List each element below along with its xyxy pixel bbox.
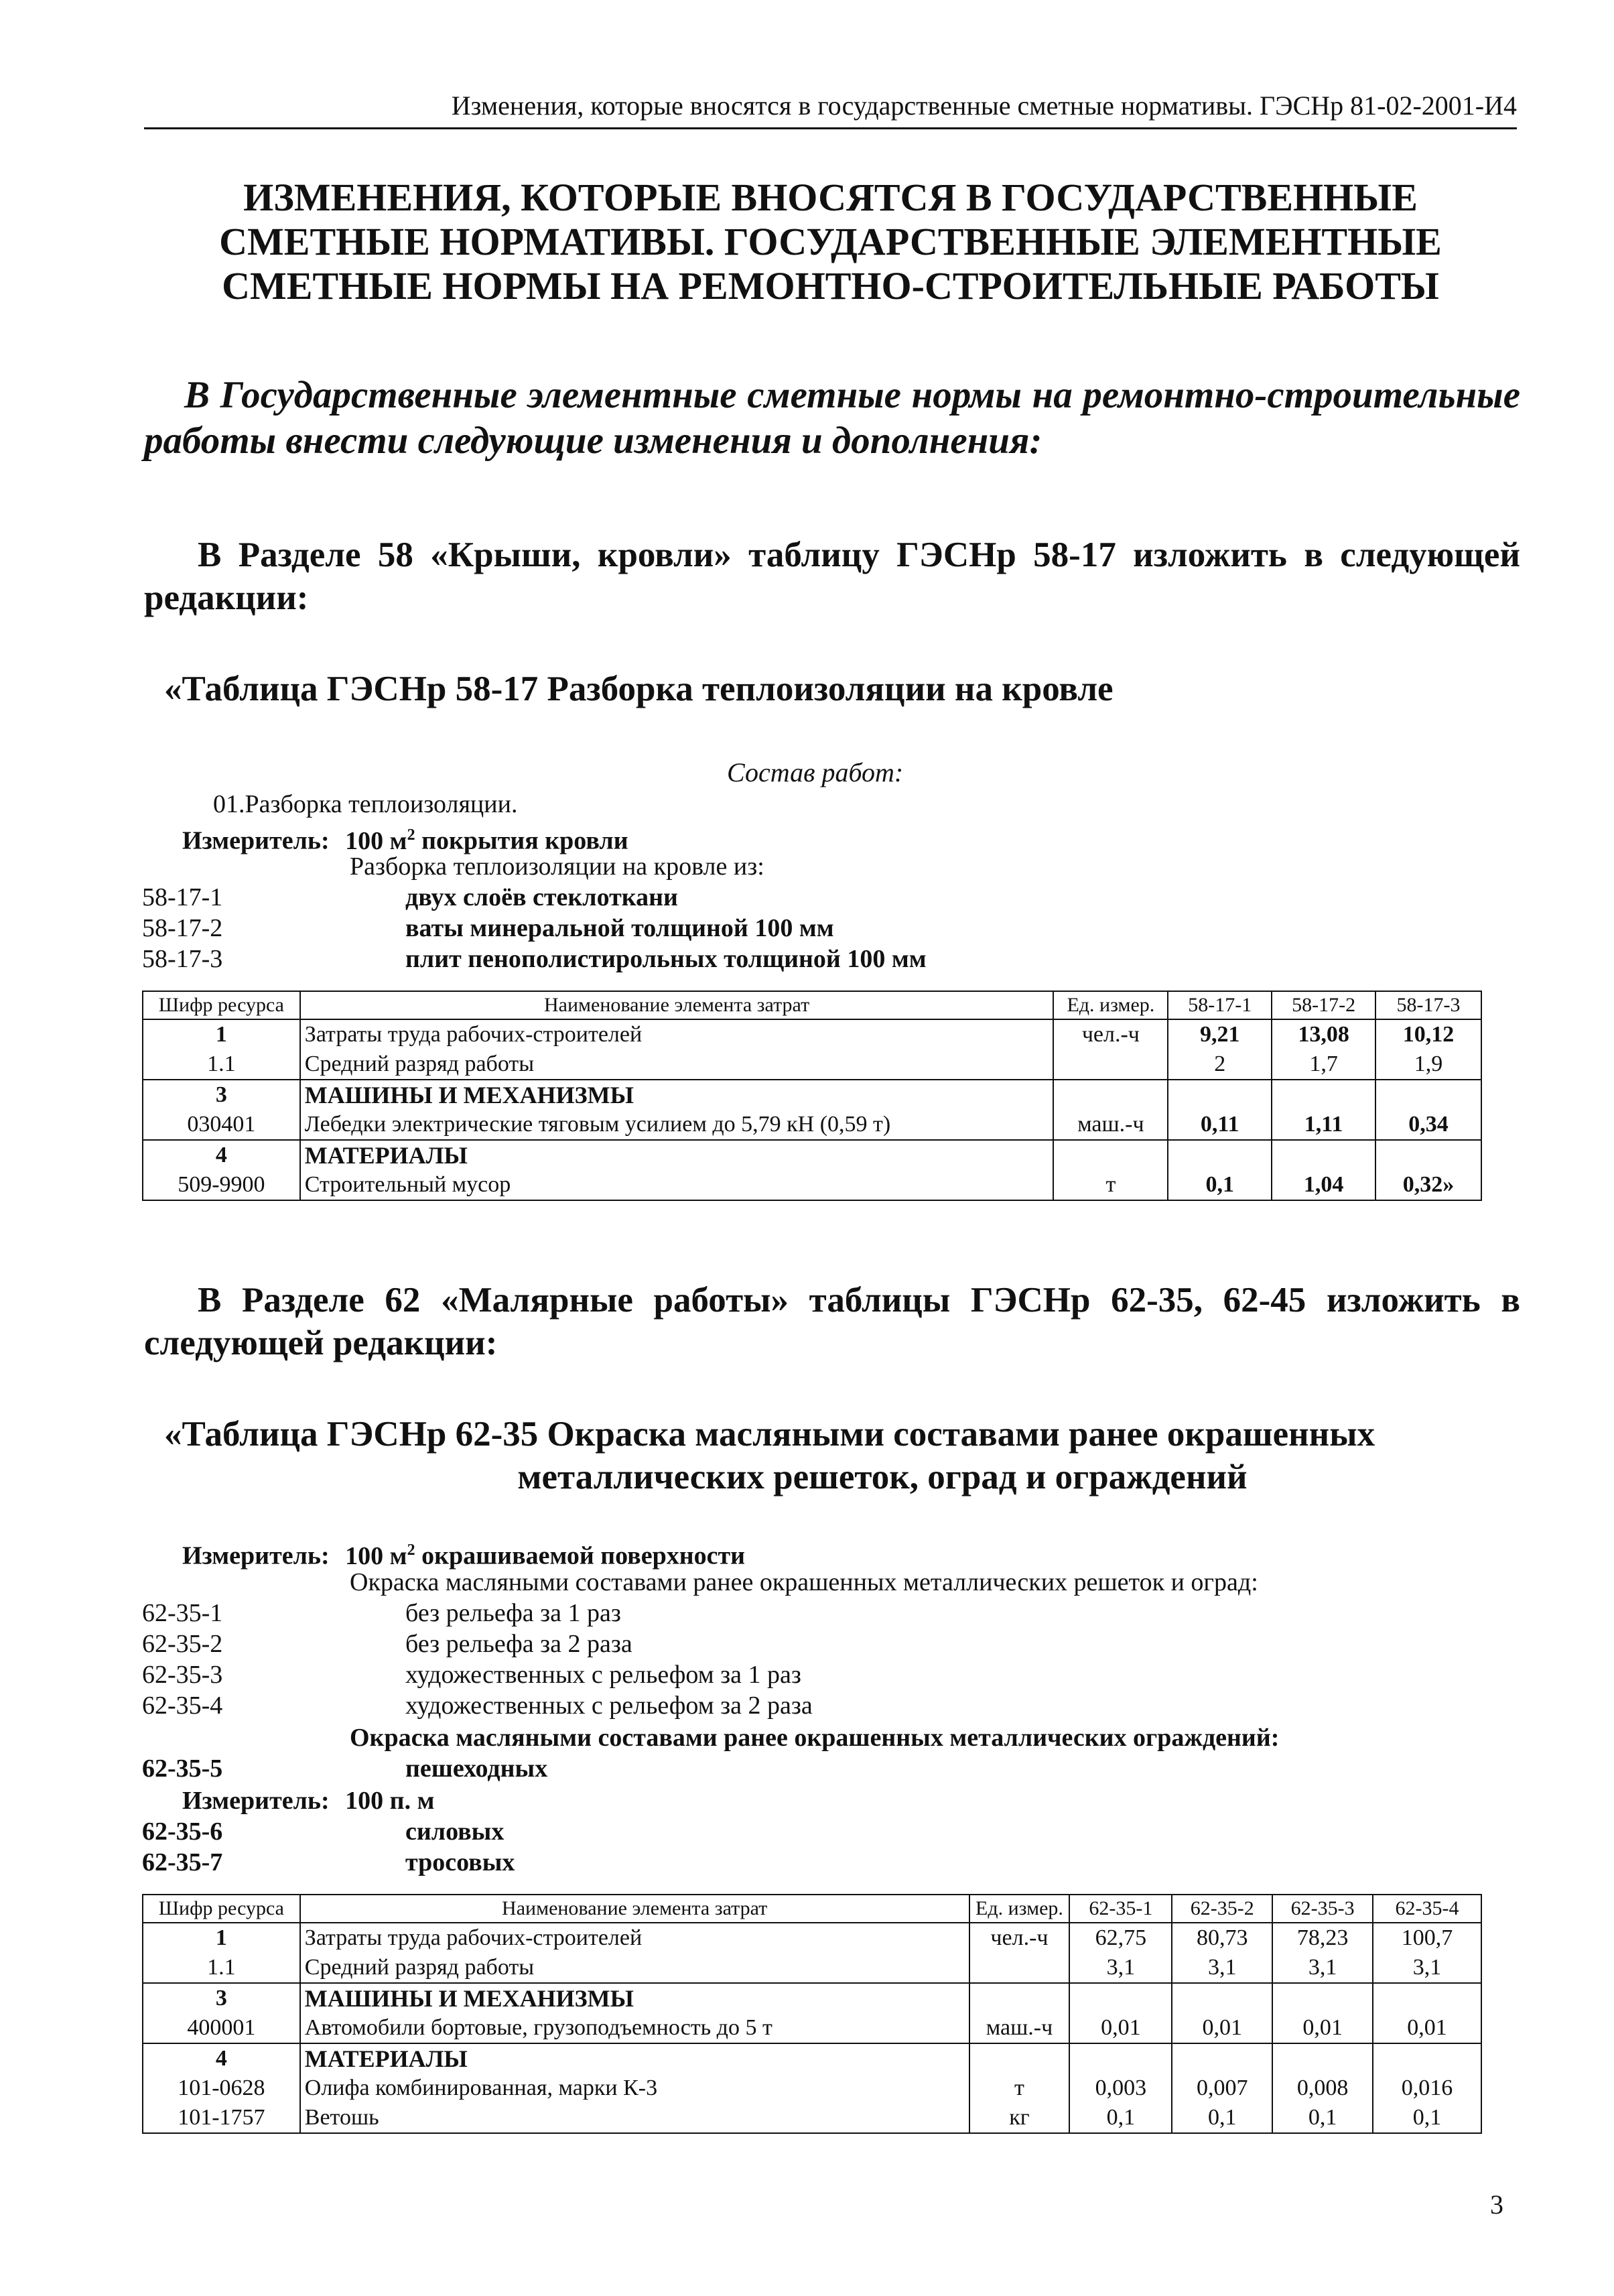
variant-code: 58-17-3	[142, 945, 223, 973]
cell-unit: чел.-ч	[969, 1923, 1070, 1953]
cell-value: 0,01	[1373, 2013, 1481, 2043]
table-row	[143, 1110, 1481, 1140]
cell-value: 0,007	[1172, 2074, 1272, 2103]
cell-name: Средний разряд работы	[300, 1953, 969, 1983]
cell-unit	[1053, 1049, 1168, 1080]
title-line-2: СМЕТНЫЕ НОРМАТИВЫ. ГОСУДАРСТВЕННЫЕ ЭЛЕМЕНТНЫЕ	[219, 220, 1442, 263]
table-row	[143, 2013, 1481, 2043]
cell-code: 1	[143, 1019, 300, 1049]
column-header: Ед. измер.	[969, 1895, 1070, 1923]
variant-name: силовых	[405, 1817, 505, 1846]
cell-value	[1272, 1983, 1373, 2013]
cell-unit: т	[1053, 1170, 1168, 1200]
cell-name: Затраты труда рабочих-строителей	[300, 1923, 969, 1953]
variant-name: пешеходных	[405, 1755, 548, 1783]
cell-value: 0,01	[1069, 2013, 1172, 2043]
work-composition-label: Состав работ:	[727, 757, 904, 787]
cell-value	[1272, 1080, 1375, 1110]
cell-unit	[1053, 1140, 1168, 1170]
cell-value	[1172, 2043, 1272, 2074]
cell-value: 0,11	[1168, 1110, 1272, 1140]
measure-object: окрашиваемой поверхности	[421, 1541, 746, 1570]
cell-code: 400001	[143, 2013, 300, 2043]
cell-value	[1069, 1983, 1172, 2013]
variant-name: художественных с рельефом за 1 раз	[405, 1661, 801, 1689]
cell-code: 3	[143, 1983, 300, 2013]
cell-value: 2	[1168, 1049, 1272, 1080]
variant-name: без рельефа за 1 раз	[405, 1599, 621, 1627]
variant-name: плит пенополистирольных толщиной 100 мм	[405, 945, 927, 973]
cost-table-62-35	[142, 1894, 1482, 2134]
cell-value	[1375, 1080, 1481, 1110]
cell-unit: маш.-ч	[1053, 1110, 1168, 1140]
variants-intro: Окраска масляными составами ранее окрашенных металлических решеток и оград:	[350, 1568, 1258, 1596]
table-58-17-title	[144, 667, 1520, 710]
cell-value: 62,75	[1069, 1923, 1172, 1953]
variant-code: 62-35-1	[142, 1599, 223, 1627]
table-58-17-title-text: «Таблица ГЭСНр 58-17 Разборка теплоизоляции на кровле	[164, 669, 1114, 708]
cell-name: Автомобили бортовые, грузоподъемность до 5 т	[300, 2013, 969, 2043]
cell-value: 0,1	[1373, 2103, 1481, 2133]
cell-value: 3,1	[1172, 1953, 1272, 1983]
table-row	[143, 2103, 1481, 2133]
table-group-row	[143, 1140, 1481, 1170]
cell-value	[1172, 1983, 1272, 2013]
variant-code: 62-35-5	[142, 1755, 223, 1783]
table-row	[143, 1019, 1481, 1049]
cell-value: 0,1	[1168, 1170, 1272, 1200]
cell-value: 100,7	[1373, 1923, 1481, 1953]
cell-value	[1373, 1983, 1481, 2013]
column-header: Наименование элемента затрат	[300, 1895, 969, 1923]
table-row	[143, 1953, 1481, 1983]
cell-value	[1168, 1140, 1272, 1170]
table-row	[143, 1049, 1481, 1080]
section-62-heading: В Разделе 62 «Малярные работы» таблицы ГЭСНр 62-35, 62-45 изложить в следующей редакции:	[144, 1281, 1520, 1362]
column-header: 58-17-2	[1272, 991, 1375, 1019]
cell-unit: кг	[969, 2103, 1070, 2133]
variants-intro: Разборка теплоизоляции на кровле из:	[350, 852, 764, 881]
cell-name: Ветошь	[300, 2103, 969, 2133]
cell-code: 4	[143, 2043, 300, 2074]
variant-code: 58-17-2	[142, 914, 223, 942]
measure-label	[182, 1535, 745, 1572]
document-title	[144, 176, 1517, 308]
column-header: 58-17-3	[1375, 991, 1481, 1019]
table-62-35-title-line-1: «Таблица ГЭСНр 62-35 Окраска масляными составами ранее окрашенных	[164, 1415, 1375, 1454]
measure-unit-power: 2	[407, 826, 415, 844]
cell-value	[1375, 1140, 1481, 1170]
variant-name: художественных с рельефом за 2 раза	[405, 1692, 813, 1720]
cell-value	[1069, 2043, 1172, 2074]
cell-code: 030401	[143, 1110, 300, 1140]
column-header: Ед. измер.	[1053, 991, 1168, 1019]
variants-intro-2: Окраска масляными составами ранее окрашенных металлических ограждений:	[350, 1724, 1280, 1752]
title-line-1: ИЗМЕНЕНИЯ, КОТОРЫЕ ВНОСЯТСЯ В ГОСУДАРСТВЕННЫЕ	[243, 176, 1418, 219]
column-header: Шифр ресурса	[143, 991, 300, 1019]
variant-code: 62-35-6	[142, 1817, 223, 1846]
cell-value: 0,003	[1069, 2074, 1172, 2103]
variant-code: 62-35-3	[142, 1661, 223, 1689]
table-header-row	[143, 1895, 1481, 1923]
cell-value: 9,21	[1168, 1019, 1272, 1049]
column-header: 62-35-4	[1373, 1895, 1481, 1923]
cell-code: 101-0628	[143, 2074, 300, 2103]
cell-value: 1,9	[1375, 1049, 1481, 1080]
variant-name: тросовых	[405, 1848, 515, 1876]
variant-code: 62-35-2	[142, 1630, 223, 1658]
cell-value: 10,12	[1375, 1019, 1481, 1049]
cell-name: Олифа комбинированная, марки К-3	[300, 2074, 969, 2103]
cell-unit: маш.-ч	[969, 2013, 1070, 2043]
cell-value: 3,1	[1069, 1953, 1172, 1983]
cell-code: 509-9900	[143, 1170, 300, 1200]
table-group-row	[143, 1983, 1481, 2013]
cell-value	[1373, 2043, 1481, 2074]
cell-value: 13,08	[1272, 1019, 1375, 1049]
cell-group-name: МАТЕРИАЛЫ	[300, 1140, 1054, 1170]
variant-code: 62-35-7	[142, 1848, 223, 1876]
variant-name: двух слоёв стеклоткани	[405, 883, 678, 911]
cell-unit: т	[969, 2074, 1070, 2103]
cell-group-name: МАШИНЫ И МЕХАНИЗМЫ	[300, 1983, 969, 2013]
cell-group-name: МАТЕРИАЛЫ	[300, 2043, 969, 2074]
cell-value: 1,7	[1272, 1049, 1375, 1080]
table-62-35-title-line-2: металлических решеток, оград и ограждений	[517, 1458, 1248, 1496]
cell-value	[1272, 1140, 1375, 1170]
cell-value: 0,016	[1373, 2074, 1481, 2103]
column-header: 62-35-2	[1172, 1895, 1272, 1923]
column-header: 58-17-1	[1168, 991, 1272, 1019]
cell-value: 0,008	[1272, 2074, 1373, 2103]
measure-unit: 100 м	[345, 826, 407, 855]
table-row	[143, 1170, 1481, 1200]
title-line-3: СМЕТНЫЕ НОРМЫ НА РЕМОНТНО-СТРОИТЕЛЬНЫЕ РАБОТЫ	[222, 264, 1439, 308]
cell-unit	[1053, 1080, 1168, 1110]
cell-group-name: МАШИНЫ И МЕХАНИЗМЫ	[300, 1080, 1054, 1110]
running-header: Изменения, которые вносятся в государственные сметные нормативы. ГЭСНр 81-02-2001-И4	[144, 86, 1517, 129]
cell-code: 1.1	[143, 1953, 300, 1983]
measure-object: покрытия кровли	[421, 826, 628, 855]
cell-code: 1.1	[143, 1049, 300, 1080]
variant-code: 62-35-4	[142, 1692, 223, 1720]
cell-code: 3	[143, 1080, 300, 1110]
measure-unit-power: 2	[407, 1541, 415, 1559]
cell-code: 101-1757	[143, 2103, 300, 2133]
cell-value: 0,1	[1272, 2103, 1373, 2133]
cell-value: 1,04	[1272, 1170, 1375, 1200]
cell-name: Строительный мусор	[300, 1170, 1054, 1200]
table-row	[143, 2074, 1481, 2103]
column-header: Шифр ресурса	[143, 1895, 300, 1923]
column-header: 62-35-3	[1272, 1895, 1373, 1923]
variant-name: без рельефа за 2 раза	[405, 1630, 632, 1658]
intro-paragraph: В Государственные элементные сметные нормы на ремонтно-строительные работы внести следующие изменения и дополнения:	[144, 374, 1520, 462]
work-item: 01.Разборка теплоизоляции.	[213, 790, 518, 818]
measure-unit: 100 м	[345, 1541, 407, 1570]
cell-code: 4	[143, 1140, 300, 1170]
cell-code: 1	[143, 1923, 300, 1953]
cell-value: 0,32»	[1375, 1170, 1481, 1200]
cell-value	[1272, 2043, 1373, 2074]
cell-name: Средний разряд работы	[300, 1049, 1054, 1080]
cell-value	[1168, 1080, 1272, 1110]
measure-unit-2: 100 п. м	[345, 1787, 435, 1815]
measure-label-2	[182, 1785, 434, 1816]
table-62-35-title	[144, 1413, 1520, 1498]
cell-unit	[969, 2043, 1070, 2074]
measure-label-text: Измеритель:	[182, 1541, 330, 1570]
measure-label-text: Измеритель:	[182, 1787, 330, 1815]
column-header: Наименование элемента затрат	[300, 991, 1054, 1019]
variant-name: ваты минеральной толщиной 100 мм	[405, 914, 834, 942]
measure-label-text: Измеритель:	[182, 826, 330, 855]
cell-unit: чел.-ч	[1053, 1019, 1168, 1049]
page-number: 3	[1490, 2189, 1503, 2220]
cell-value: 0,01	[1172, 2013, 1272, 2043]
variant-code: 58-17-1	[142, 883, 223, 911]
cell-name: Лебедки электрические тяговым усилием до 5,79 кН (0,59 т)	[300, 1110, 1054, 1140]
table-header-row	[143, 991, 1481, 1019]
cell-name: Затраты труда рабочих-строителей	[300, 1019, 1054, 1049]
column-header: 62-35-1	[1069, 1895, 1172, 1923]
cell-value: 0,34	[1375, 1110, 1481, 1140]
cell-value: 3,1	[1373, 1953, 1481, 1983]
cell-value: 3,1	[1272, 1953, 1373, 1983]
table-row	[143, 1923, 1481, 1953]
cell-value: 0,1	[1069, 2103, 1172, 2133]
cell-value: 0,1	[1172, 2103, 1272, 2133]
cell-value: 78,23	[1272, 1923, 1373, 1953]
table-group-row	[143, 1080, 1481, 1110]
cell-value: 80,73	[1172, 1923, 1272, 1953]
section-58-heading: В Разделе 58 «Крыши, кровли» таблицу ГЭСНр 58-17 изложить в следующей редакции:	[144, 535, 1520, 617]
cell-unit	[969, 1983, 1070, 2013]
cell-value: 1,11	[1272, 1110, 1375, 1140]
cell-value: 0,01	[1272, 2013, 1373, 2043]
cost-table-58-17	[142, 991, 1482, 1201]
table-group-row	[143, 2043, 1481, 2074]
cell-unit	[969, 1953, 1070, 1983]
